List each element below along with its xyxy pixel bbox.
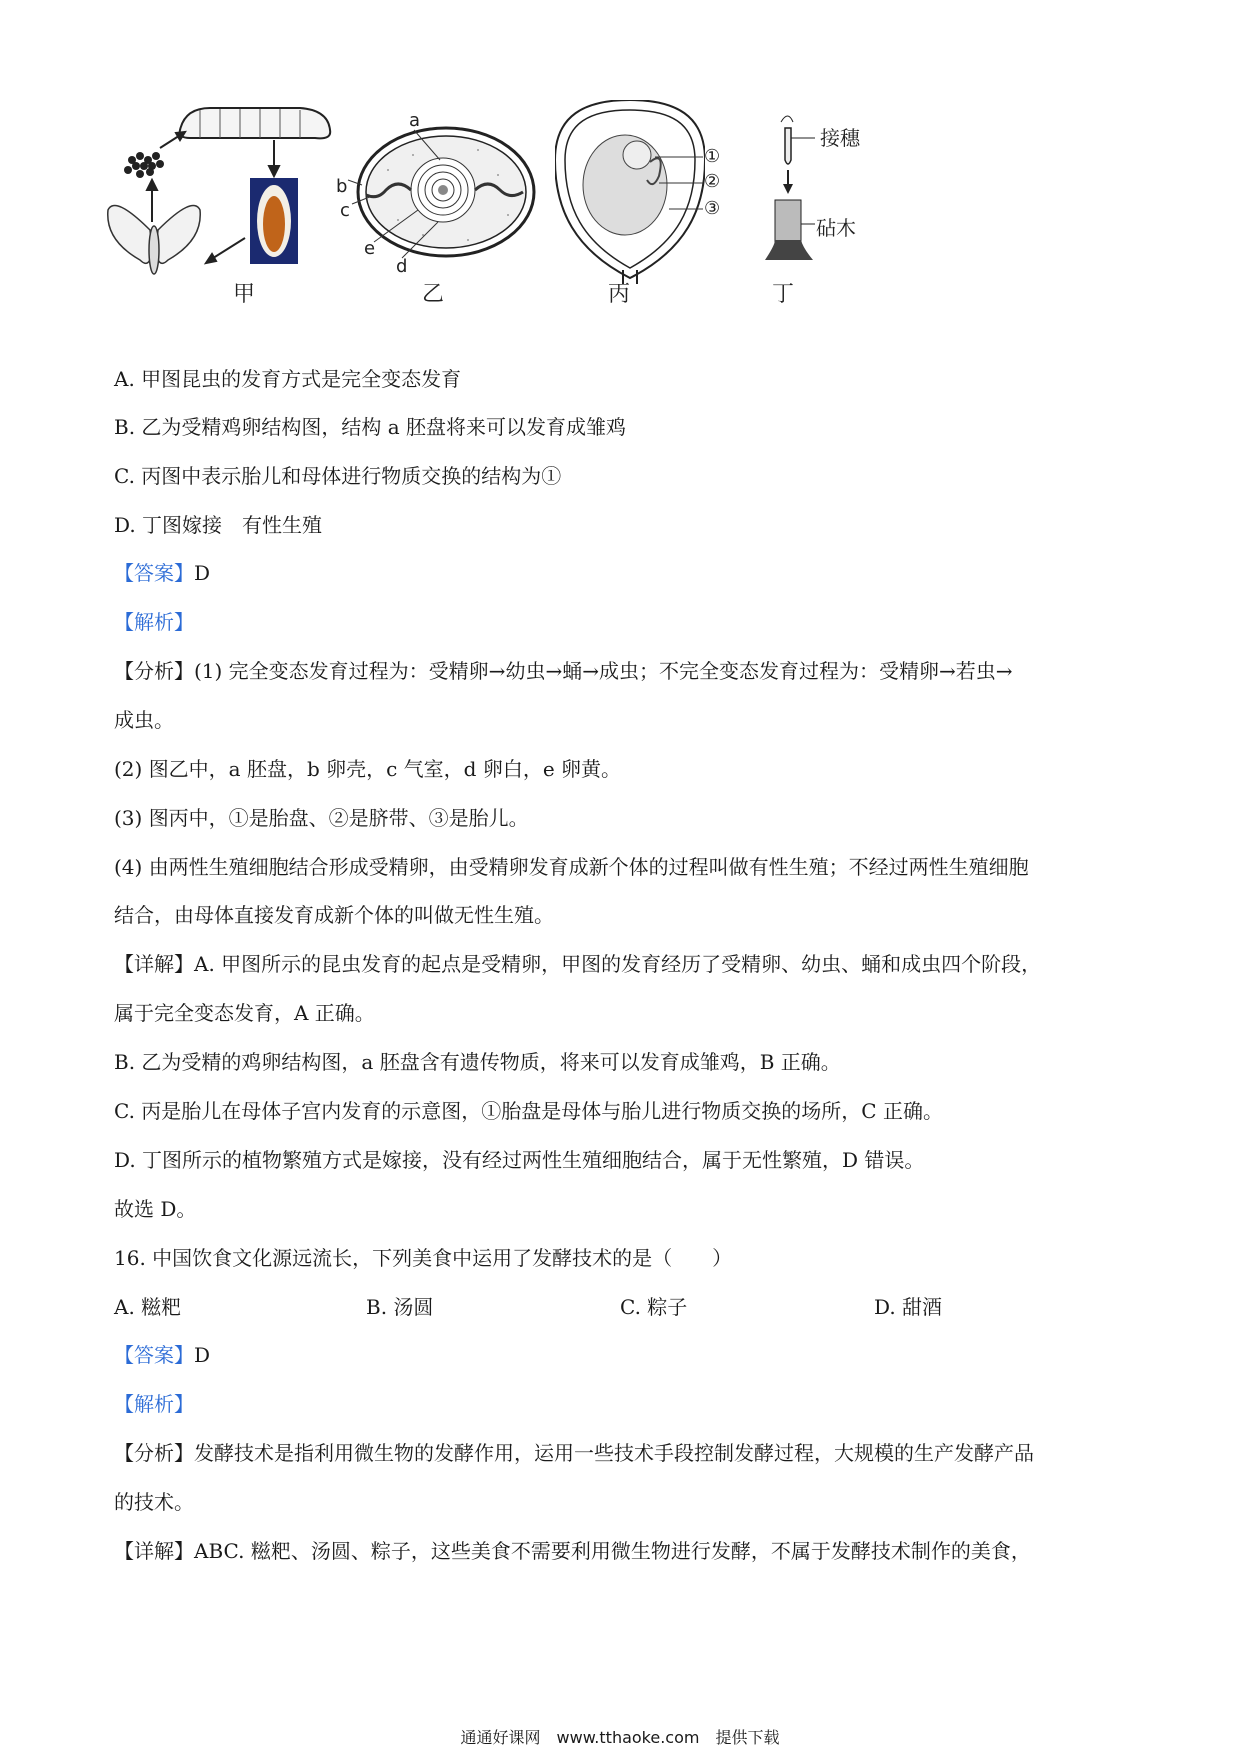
egg-label-e: e	[364, 238, 376, 259]
q16-option-d: D. 甜酒	[874, 1295, 943, 1319]
q15-line-3: (2) 图乙中，a 胚盘，b 卵壳，c 气室，d 卵白，e 卵黄。	[114, 757, 622, 781]
caption-bing: 丙	[608, 282, 631, 307]
eggs-drawing	[124, 152, 164, 178]
q16-line-3: 【详解】ABC. 糍粑、汤圆、粽子，这些美食不需要利用微生物进行发酵，不属于发酵技术制作的美食，	[114, 1539, 1031, 1563]
q16-analysis-tag: 【解析】	[114, 1392, 194, 1416]
answer-tag: 【答案】	[114, 561, 194, 585]
answer-tag: 【答案】	[114, 1343, 194, 1367]
egg-label-c: c	[340, 200, 350, 221]
egg-label-b: b	[336, 176, 348, 197]
graft-label-stock: 砧木	[816, 216, 856, 240]
q15-option-a: A. 甲图昆虫的发育方式是完全变态发育	[114, 367, 462, 391]
answer-value: D	[194, 561, 211, 585]
q15-line-4: (3) 图丙中，①是胎盘、②是脐带、③是胎儿。	[114, 806, 529, 830]
larva-drawing	[180, 108, 330, 138]
q16-answer	[114, 1340, 210, 1370]
figure-row	[100, 100, 1000, 345]
q16-line-2: 的技术。	[114, 1490, 194, 1514]
q15-line-8: 属于完全变态发育，A 正确。	[114, 1001, 375, 1025]
caption-jia: 甲	[233, 282, 256, 307]
graft-label-scion: 接穗	[820, 126, 860, 150]
q15-line-9: B. 乙为受精的鸡卵结构图，a 胚盘含有遗传物质，将来可以发育成雏鸡，B 正确。	[114, 1050, 841, 1074]
q16-option-c: C. 粽子	[620, 1295, 688, 1319]
q15-analysis-tag: 【解析】	[114, 610, 194, 634]
caption-ding: 丁	[772, 282, 795, 307]
q15-line-6: 结合，由母体直接发育成新个体的叫做无性生殖。	[114, 903, 554, 927]
q16-stem: 16. 中国饮食文化源远流长，下列美食中运用了发酵技术的是（ ）	[114, 1246, 733, 1270]
pupa-drawing	[250, 178, 298, 264]
silkworm-lifecycle-figure	[100, 100, 340, 300]
q16-option-a: A. 糍粑	[114, 1295, 182, 1319]
moth-drawing	[108, 206, 200, 275]
q15-line-1: 【分析】(1) 完全变态发育过程为：受精卵→幼虫→蛹→成虫；不完全变态发育过程为：受精卵→若虫→	[114, 659, 1013, 683]
q15-line-2: 成虫。	[114, 708, 174, 732]
page-footer: 通通好课网 www.tthaoke.com 提供下载	[460, 1728, 780, 1747]
uterus-label-1: ①	[704, 146, 721, 167]
q15-option-b: B. 乙为受精鸡卵结构图，结构 a 胚盘将来可以发育成雏鸡	[114, 415, 627, 439]
q15-line-10: C. 丙是胎儿在母体子宫内发育的示意图，①胎盘是母体与胎儿进行物质交换的场所，C 正确。	[114, 1099, 943, 1123]
answer-value: D	[194, 1343, 211, 1367]
q15-option-c: C. 丙图中表示胎儿和母体进行物质交换的结构为①	[114, 464, 562, 488]
q15-line-12: 故选 D。	[114, 1197, 197, 1221]
egg-structure-figure	[328, 100, 548, 290]
q15-answer	[114, 558, 210, 588]
q15-option-d: D. 丁图嫁接 有性生殖	[114, 513, 323, 537]
uterus-label-3: ③	[704, 198, 721, 219]
q16-line-1: 【分析】发酵技术是指利用微生物的发酵作用，运用一些技术手段控制发酵过程，大规模的生产发酵产品	[114, 1441, 1034, 1465]
q15-line-11: D. 丁图所示的植物繁殖方式是嫁接，没有经过两性生殖细胞结合，属于无性繁殖，D 错误。	[114, 1148, 925, 1172]
caption-yi: 乙	[422, 282, 445, 307]
q15-line-7: 【详解】A. 甲图所示的昆虫发育的起点是受精卵，甲图的发育经历了受精卵、幼虫、蛹和成虫四个阶段，	[114, 952, 1042, 976]
egg-label-a: a	[409, 110, 421, 131]
egg-label-d: d	[396, 256, 408, 277]
q16-option-b: B. 汤圆	[366, 1295, 434, 1319]
q15-line-5: (4) 由两性生殖细胞结合形成受精卵，由受精卵发育成新个体的过程叫做有性生殖；不经过两性生殖细胞	[114, 855, 1029, 879]
uterus-label-2: ②	[704, 171, 721, 192]
